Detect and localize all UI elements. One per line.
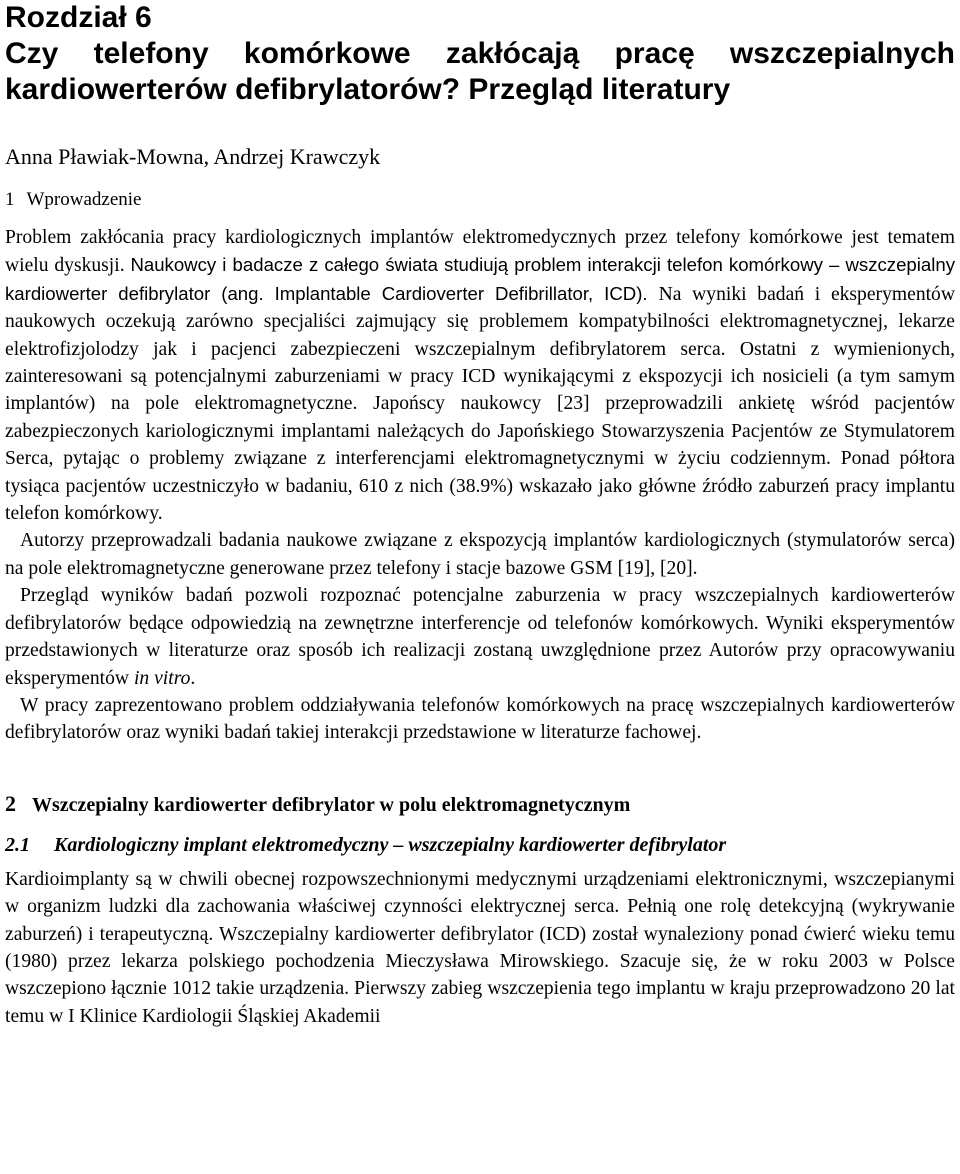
section-2-heading xyxy=(5,791,955,818)
paragraph-1-part-a: Problem zakłócania pracy kardiologicznych implantów elektromedycznych przez telefony komórkowe jest tematem wielu dyskusji. xyxy=(5,227,955,277)
section-1-title: Wprowadzenie xyxy=(26,189,142,210)
paragraph-2: Autorzy przeprowadzali badania naukowe związane z ekspozycją implantów kardiologicznych (stymulatorów serca) na pole elektromagnetyczne generowane przez telefony i stacje bazowe GSM [19], [20]. xyxy=(5,530,955,579)
paragraph-5-part-a: Kardioimplanty są w chwili obecnej rozpowszechnionymi medycznymi urządzeniami elektronicznymi, wszczepianymi w organizm ludzki dla zachowania właściwej czynności elektrycznej serca. xyxy=(5,868,955,918)
chapter-label: Rozdział 6 xyxy=(5,1,152,34)
chapter-title: Czy telefony komórkowe zakłócają pracę wszczepialnych kardiowerterów defibrylatorów? Przegląd literatury xyxy=(5,37,955,106)
paragraph-3-italic: in vitro xyxy=(133,667,191,689)
paragraph-3-part-b: . xyxy=(190,667,196,689)
subsection-2-1-number: 2.1 xyxy=(5,833,30,856)
paragraph-3-part-a: Przegląd wyników badań pozwoli rozpoznać potencjalne zaburzenia w pracy wszczepialnych kardiowerterów defibrylatorów będące odpowiedzią na zewnętrzne interferencje od telefonów komórkowych. Wyniki eksperymentów przedstawionych w literaturze oraz sposób ich realizacji zostaną uwzględnione przez Autorów przy opracowywaniu eksperymentów xyxy=(5,585,955,689)
paragraph-5-part-b: Pełnią one rolę detekcyjną (wykrywanie zaburzeń) i terapeutyczną. Wszczepialny kardiowerter defibrylator (ICD) został wynaleziony ponad ćwierć wieku temu (1980) przez lekarza polskiego pochodzenia Mieczysława Mirowskiego. Szacuje się, że w roku 2003 w Polsce wszczepiono łącznie 1012 takie urządzenia. Pierwszy zabieg wszczepienia tego implantu w kraju przeprowadzono 20 lat temu w I Klinice Kardiologii Śląskiej Akademii xyxy=(5,896,955,1027)
paragraph-1-part-c: Na wyniki badań i eksperymentów naukowych oczekują zarówno specjaliści zajmujący się problemem kompatybilności elektromagnetycznej, lekarze elektrofizjolodzy jak i pacjenci zabezpieczeni wszczepialnym defibrylatorem serca. Ostatni z wymienionych, zainteresowani są potencjalnymi zaburzeniami w pracy ICD wynikającymi z ekspozycji ich nosicieli (a tym samym implantów) na pole elektromagnetyczne. Japońscy naukowcy [23] przeprowadzili ankietę wśród pacjentów zabezpieczonych kariologicznymi implantami należących do Japońskiego Stowarzyszenia Pacjentów ze Stymulatorem Serca, pytając o problemy związane z interferencjami elektromagnetycznymi w życiu codziennym. Ponad półtora tysiąca pacjentów uczestniczyło w badaniu, 610 z nich (38.9%) wskazało jako główne źródło zaburzeń pracy implantu telefon komórkowy. xyxy=(5,283,956,525)
section-2-number: 2 xyxy=(5,790,16,816)
paragraph-3 xyxy=(5,582,955,692)
subsection-2-1-heading xyxy=(5,832,955,858)
document-page xyxy=(5,0,955,1030)
section-1-number: 1 xyxy=(5,189,15,210)
section-1-heading xyxy=(5,188,955,212)
authors: Anna Pławiak-Mowna, Andrzej Krawczyk xyxy=(5,144,381,169)
paragraph-5 xyxy=(5,866,955,1030)
paragraph-4: W pracy zaprezentowano problem oddziaływania telefonów komórkowych na pracę wszczepialnych kardiowerterów defibrylatorów oraz wyniki badań takiej interakcji przedstawione w literaturze fachowej. xyxy=(5,694,955,744)
section-2-title: Wszczepialny kardiowerter defibrylator w polu elektromagnetycznym xyxy=(32,793,631,816)
paragraph-1-part-b: Naukowcy i badacze z całego świata studiują problem interakcji telefon komórkowy – wszczepialny kardiowerter defibrylator (ang. Implantable Cardioverter Defibrillator, ICD). xyxy=(5,254,956,304)
paragraph-1 xyxy=(5,224,955,527)
subsection-2-1-title: Kardiologiczny implant elektromedyczny – wszczepialny kardiowerter defibrylator xyxy=(54,833,727,856)
